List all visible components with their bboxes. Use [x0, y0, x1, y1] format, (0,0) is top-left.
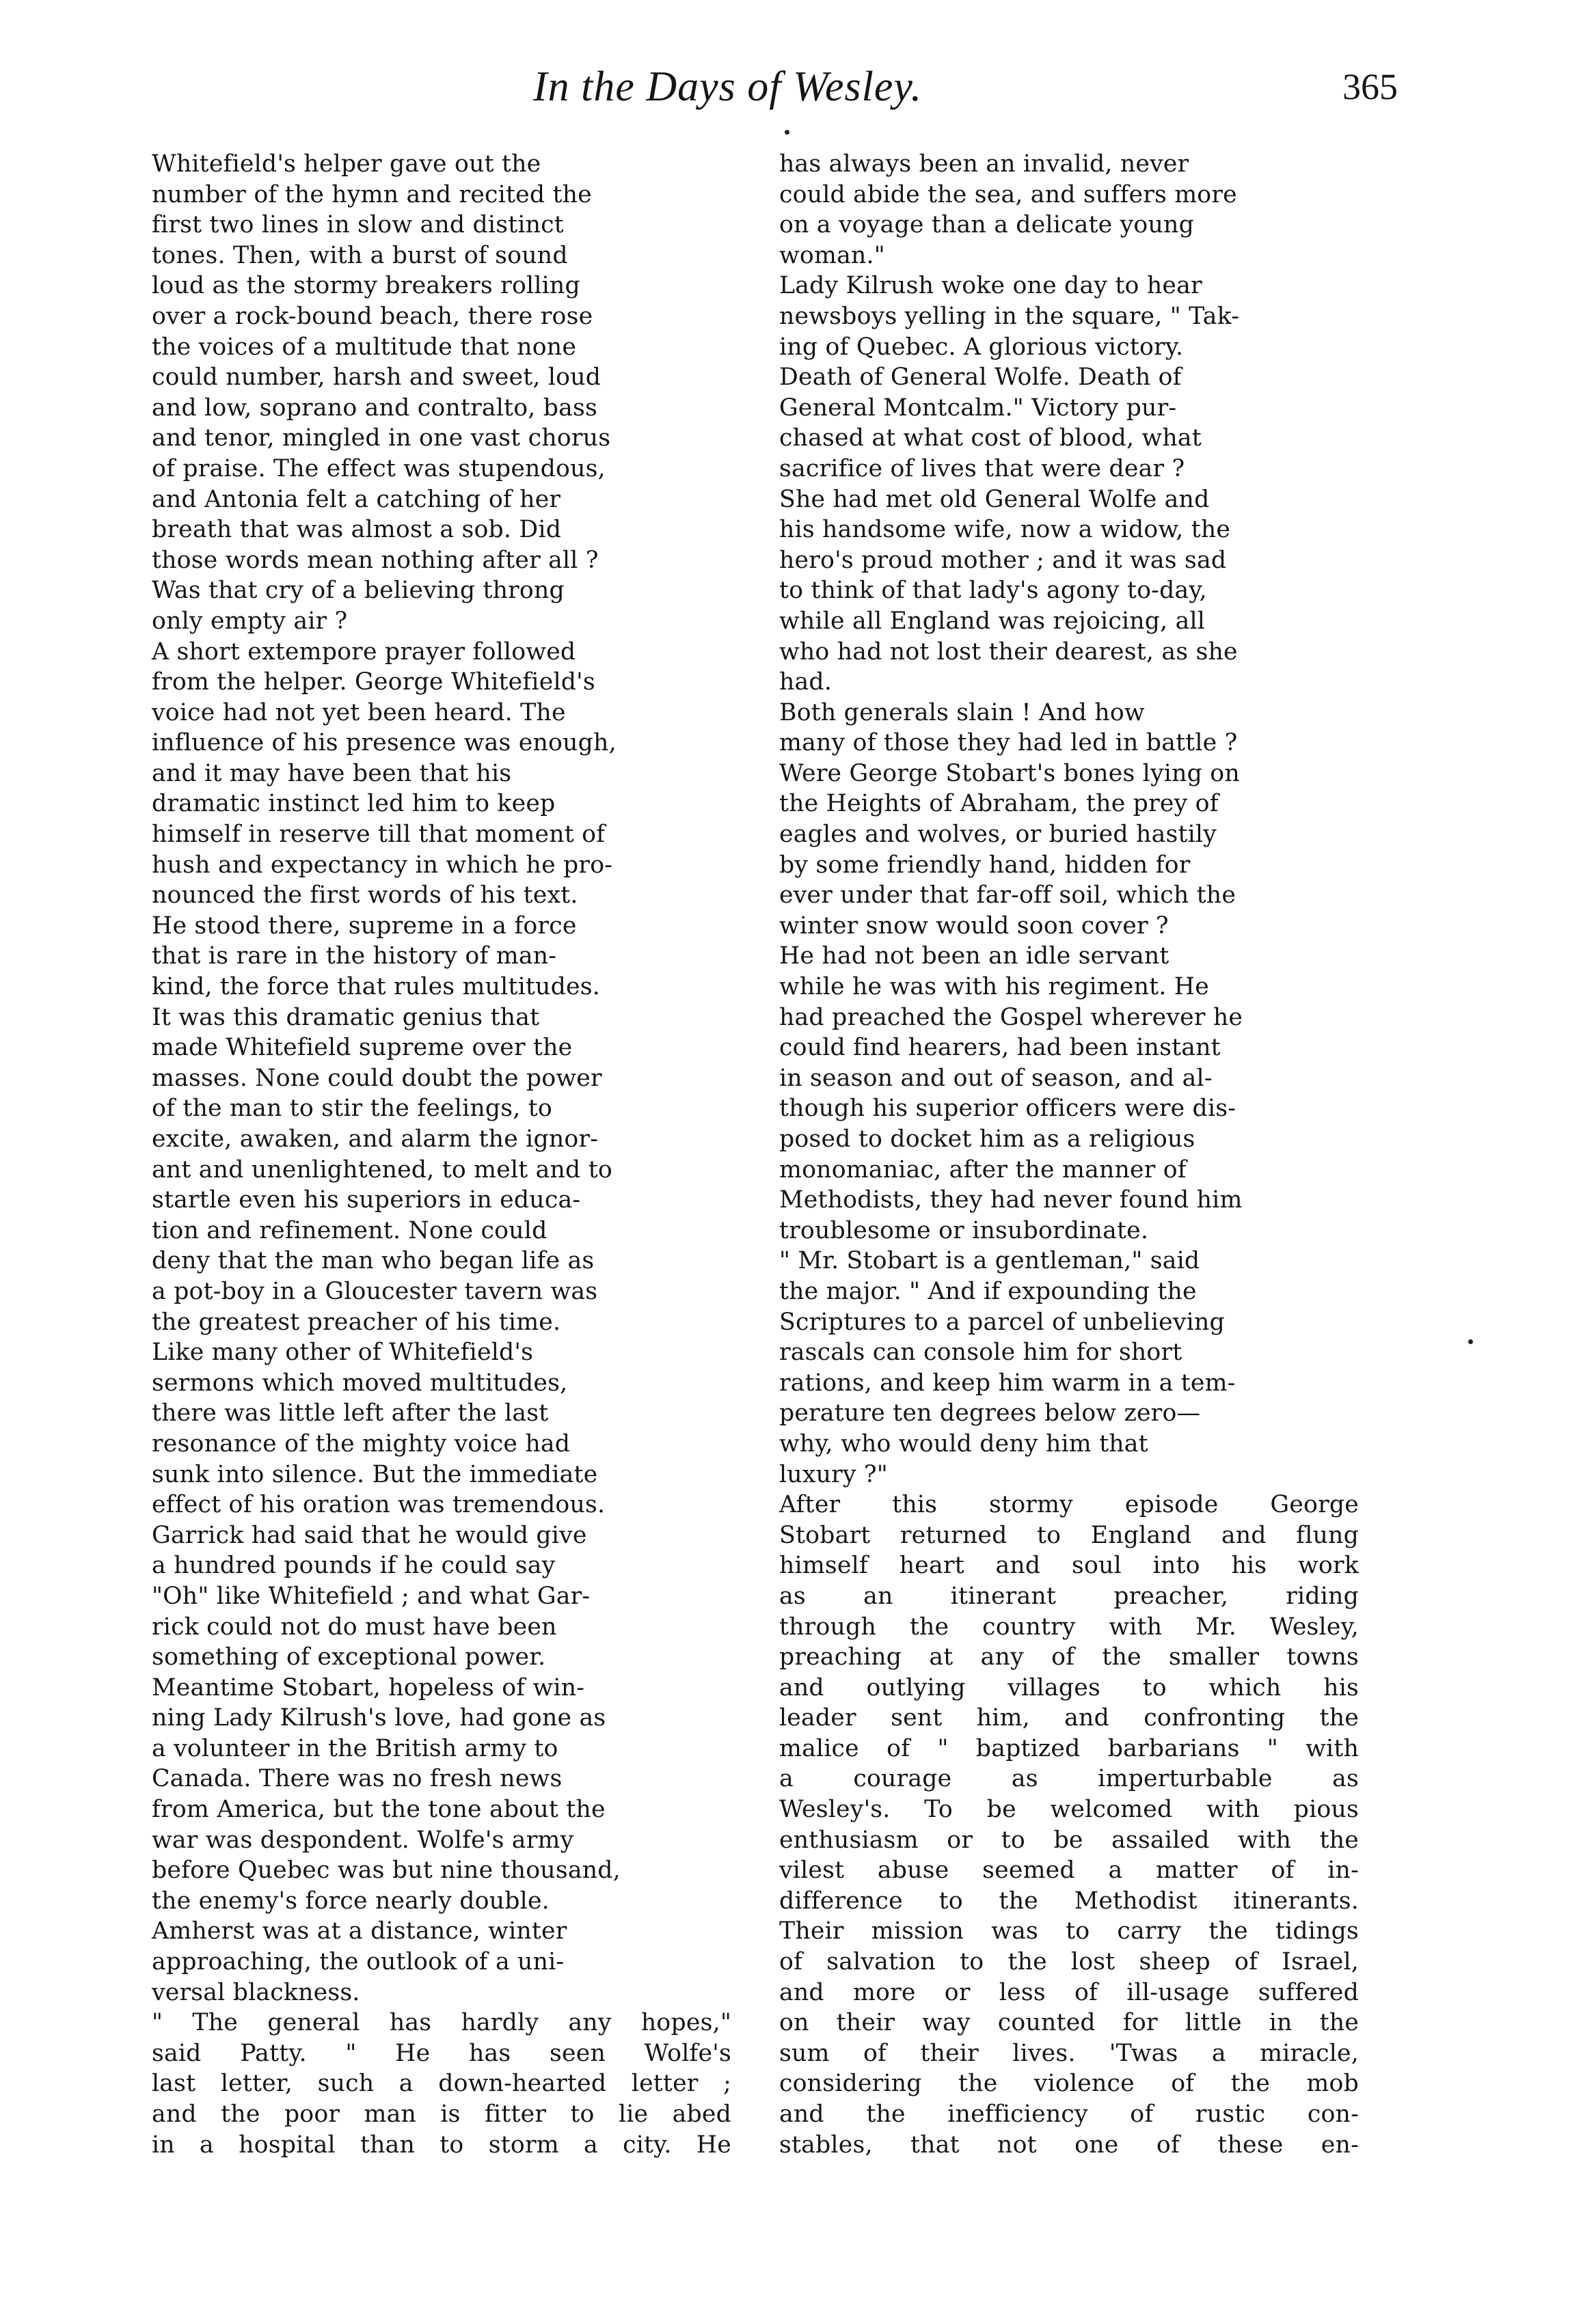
paragraph: He had not been an idle servant while he was with his regiment. He had preached the Gospel wherever he could find hearers, had been instant in season and out of season, and al- though his superior officers were dis- posed to docket him as a religious monomaniac, after the manner of Methodists, they had never found him troublesome or insubordinate.: [779, 942, 1243, 1244]
paragraph: It was this dramatic genius that made Whitefield supreme over the masses. None could doubt the power of the man to stir the feelings, to excite, awaken, and alarm the ignor- ant and unenlightened, to melt and to startle even his superiors in educa- tion and refinement. None could deny that the man who began life as a pot-boy in a Gloucester tavern was the greatest preacher of his time.: [152, 1003, 612, 1336]
paragraph: Meantime Stobart, hopeless of win- ning Lady Kilrush's love, had gone as a volunteer in the British army to Canada. There was no fresh news from America, but the tone about the war was despondent. Wolfe's army before Quebec was but nine thousand, the enemy's force nearly double. Amherst was at a distance, winter approaching, the outlook of a uni- versal blackness.: [152, 1673, 621, 2006]
print-speck: [1468, 1339, 1473, 1344]
paragraph: has always been an invalid, never could abide the sea, and suffers more on a voyage than a delicate young woman.": [779, 150, 1237, 269]
paragraph: Like many other of Whitefield's sermons which moved multitudes, there was little left after the last resonance of the mighty voice had sunk into silence. But the immediate effect of his oration was tremendous. Garrick had said that he would give a hundred pounds if he could say "Oh" like Whitefield ; and what Gar- rick could not do must have been something of exceptional power.: [152, 1339, 606, 1671]
running-title: In the Days of Wesley.: [533, 64, 922, 110]
paragraph: " The general has hardly any hopes," said Patty. " He has seen Wolfe's last letter, such a down-hearted letter ; and the poor man is fitter to lie abed in a hospital than to storm a city. He: [152, 2009, 731, 2159]
paragraph: Lady Kilrush woke one day to hear newsboys yelling in the square, " Tak- ing of Quebec. A glorious victory. Death of General Wolfe. Death of General Montcalm." Victory pur- chased at what cost of blood, what sacrifice of lives that were dear ? She had met old General Wolfe and his handsome wife, now a widow, the hero's proud mother ; and it was sad to think of that lady's agony to-day, while all England was rejoicing, all who had not lost their dearest, as she had.: [779, 272, 1240, 696]
paragraph: After this stormy episode George Stobart returned to England and flung himself heart and soul into his work as an itinerant preacher, riding through the country with Mr. Wesley, preaching at any of the smaller towns and outlying villages to which his leader sent him, and confronting the malice of " baptized barbarians " with a courage as imperturbable as Wesley's. To be welcomed with pious enthusiasm or to be assailed with the vilest abuse seemed a matter of in- difference to the Methodist itinerants. Their mission was to carry the tidings of salvation to the lost sheep of Israel, and more or less of ill-usage suffered on their way counted for little in the sum of their lives. 'Twas a miracle, considering the violence of the mob and the inefficiency of rustic con- stables, that not one of these en-: [779, 1491, 1359, 2159]
paragraph: Both generals slain ! And how many of those they had led in battle ? Were George Stobart's bones lying on the Heights of Abraham, the prey of eagles and wolves, or buried hastily by some friendly hand, hidden for ever under that far-off soil, which the winter snow would soon cover ?: [779, 698, 1240, 940]
paragraph: He stood there, supreme in a force that is rare in the history of man- kind, the force that rules multitudes.: [152, 912, 600, 1001]
paragraph: " Mr. Stobart is a gentleman," said the major. " And if expounding the Scriptures to a parcel of unbelieving rascals can console him for short rations, and keep him warm in a tem- perature ten degrees below zero— why, who would deny him that luxury ?": [779, 1247, 1236, 1488]
right-column: [779, 149, 1359, 2160]
paragraph: A short extempore prayer followed from the helper. George Whitefield's voice had not yet been heard. The influence of his presence was enough, and it may have been that his dramatic instinct led him to keep himself in reserve till that moment of hush and expectancy in which he pro- nounced the first words of his text.: [152, 638, 617, 910]
page-number: 365: [1342, 66, 1398, 107]
paragraph: Whitefield's helper gave out the number of the hymn and recited the first two lines in slow and distinct tones. Then, with a burst of sound loud as the stormy breakers rolling over a rock-bound beach, there rose the voices of a multitude that none could number, harsh and sweet, loud and low, soprano and contralto, bass and tenor, mingled in one vast chorus of praise. The effect was stupendous, and Antonia felt a catching of her breath that was almost a sob. Did those words mean nothing after all ? Was that cry of a believing throng only empty air ?: [152, 150, 611, 635]
left-column: [152, 149, 731, 2160]
print-speck: [785, 130, 789, 135]
